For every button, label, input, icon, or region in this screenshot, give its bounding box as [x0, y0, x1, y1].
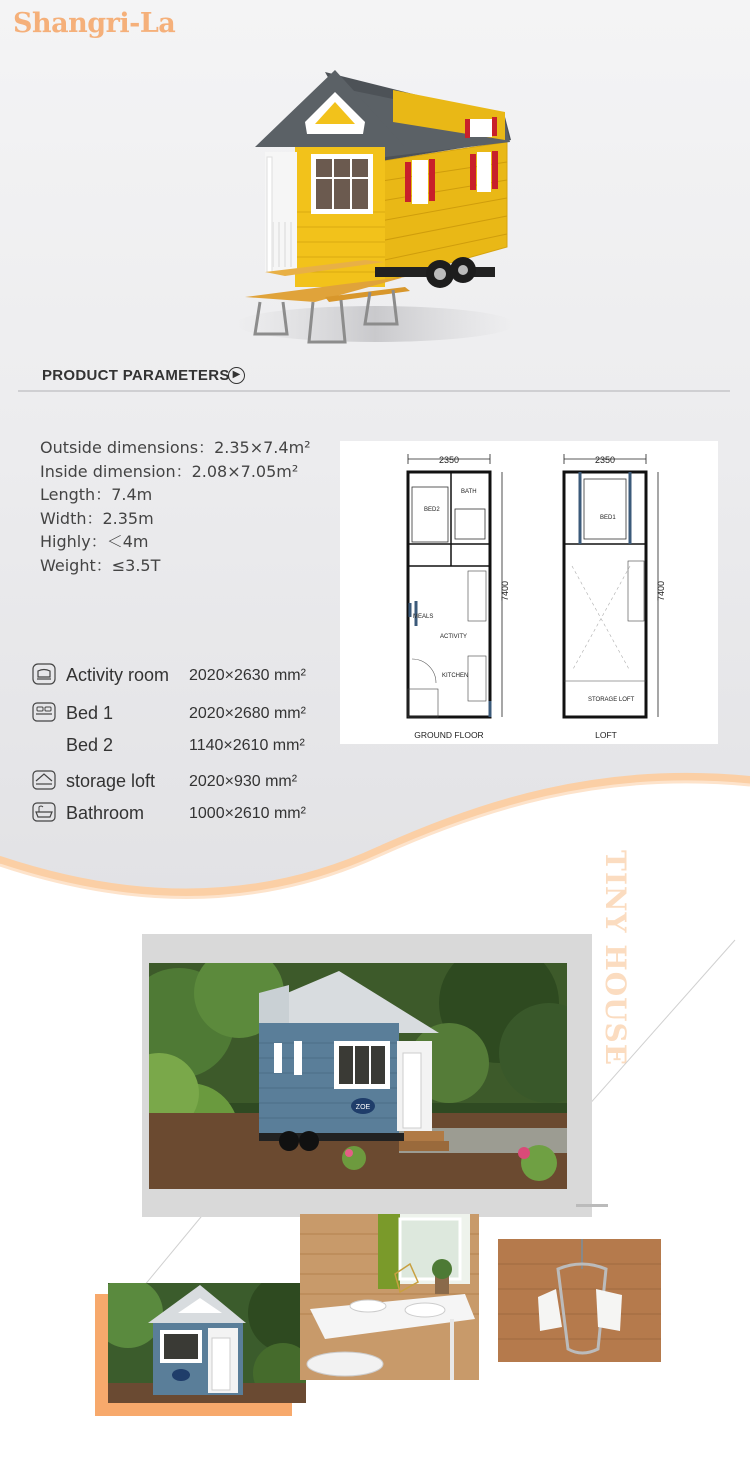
- ground-floor-plan: [408, 454, 510, 740]
- divider: [18, 390, 730, 392]
- loft-width-label: 2350: [594, 455, 616, 465]
- interior-dining-photo: [300, 1214, 479, 1380]
- room-label-activity: ACTIVITY: [440, 634, 468, 640]
- spec-list: [40, 436, 311, 577]
- bed-icon: [32, 701, 56, 723]
- ground-length-label: 7400: [500, 580, 510, 602]
- room-label-meals: MEALS: [413, 614, 434, 620]
- section-title: PRODUCT PARAMETERS: [42, 367, 230, 384]
- loft-length-label: 7400: [656, 580, 666, 602]
- ground-floor-caption: GROUND FLOOR: [414, 730, 484, 740]
- room-label-bed2: BED2: [424, 507, 440, 513]
- spec-inside-dimension: Inside dimension：2.08×7.05m²: [40, 461, 299, 481]
- blue-house-front-photo: [108, 1283, 306, 1403]
- spec-length: Length：7.4m: [40, 485, 153, 504]
- ground-width-label: 2350: [438, 455, 460, 465]
- armchair-icon: [32, 663, 56, 685]
- room-dimension: 2020×2680 mm²: [189, 705, 306, 722]
- loft-plan: [564, 454, 666, 740]
- blue-tiny-house-photo: [149, 963, 567, 1189]
- spec-width: Width：2.35m: [40, 508, 154, 528]
- floor-plan-drawing: [340, 441, 718, 744]
- room-dimension: 2020×2630 mm²: [189, 667, 306, 684]
- room-label-bed1: BED1: [600, 515, 616, 521]
- room-name: Bathroom: [66, 803, 145, 823]
- room-label-kitchen: KITCHEN: [442, 673, 469, 679]
- room-name: Bed 2: [66, 735, 114, 755]
- loft-caption: LOFT: [595, 730, 617, 740]
- spec-height: Highly：＜4m: [40, 532, 149, 551]
- yellow-tiny-house-image: [225, 62, 525, 352]
- brand-logo: Shangri-La: [13, 8, 176, 39]
- room-bed1: [32, 700, 332, 726]
- decorative-bar: [576, 1204, 608, 1207]
- room-bed2: [32, 732, 332, 758]
- room-name: Bed 1: [66, 703, 114, 723]
- vertical-title: TINY HOUSE: [599, 850, 632, 1067]
- room-name: storage loft: [66, 771, 156, 791]
- room-name: Activity room: [66, 665, 170, 685]
- room-activity: [32, 662, 332, 688]
- floor-plan: [340, 441, 718, 744]
- pendant-lamp-photo: [498, 1239, 661, 1362]
- room-dimension: 2020×930 mm²: [189, 773, 298, 790]
- arrow-right-circle-icon[interactable]: ▶: [228, 367, 245, 384]
- room-label-bath: BATH: [461, 489, 477, 495]
- room-label-storage-loft: STORAGE LOFT: [588, 697, 635, 703]
- spec-outside-dimensions: Outside dimensions：2.35×7.4m²: [40, 438, 311, 457]
- room-dimension: 1000×2610 mm²: [189, 805, 306, 822]
- door-sign: ZOE: [355, 1104, 371, 1111]
- wave-divider: [0, 760, 750, 920]
- spec-weight: Weight：≤3.5T: [40, 555, 161, 575]
- room-dimension: 1140×2610 mm²: [189, 737, 305, 754]
